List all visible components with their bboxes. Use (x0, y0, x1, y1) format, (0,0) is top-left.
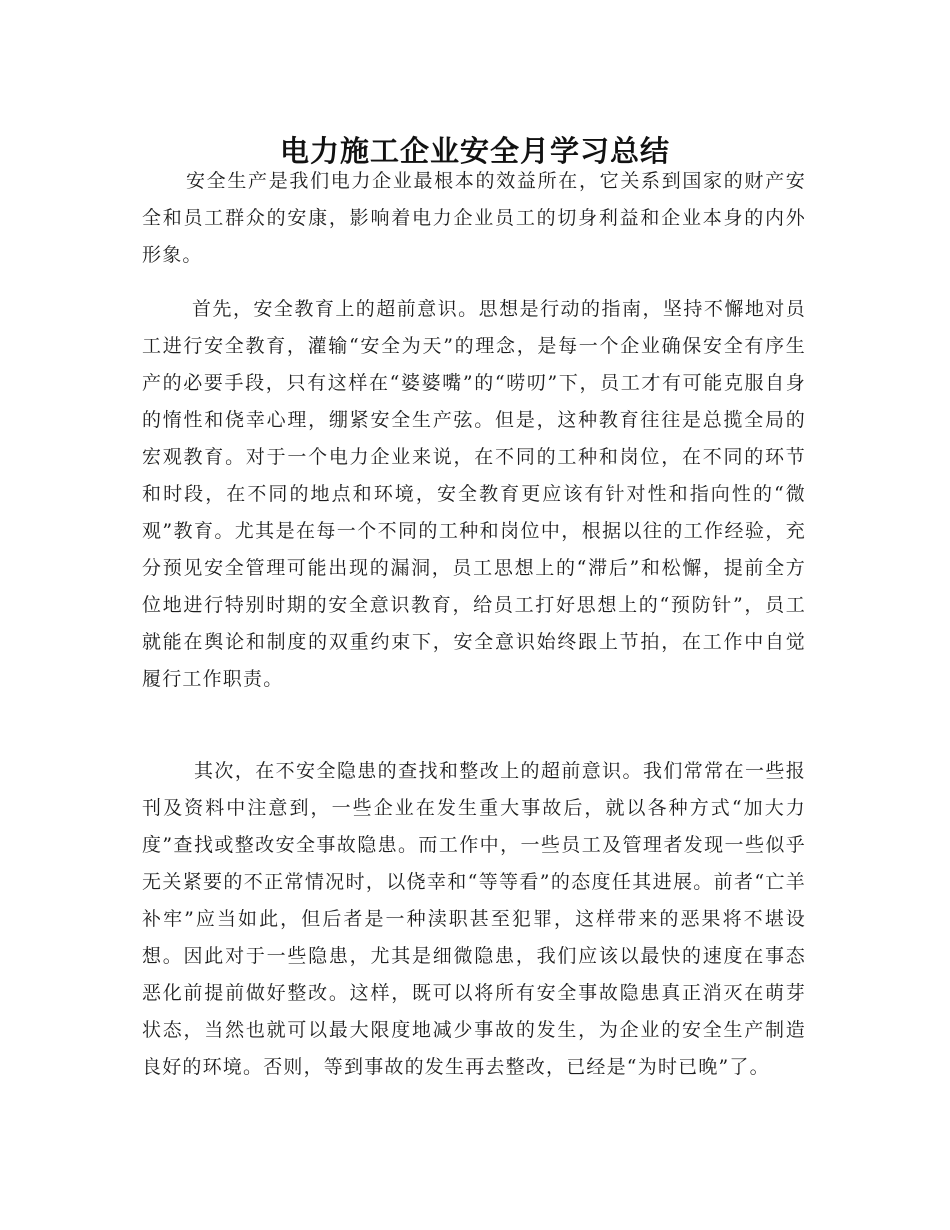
paragraph-safety-education: 首先，安全教育上的超前意识。思想是行动的指南，坚持不懈地对员工进行安全教育，灌输“安全为天”的理念，是每一个企业确保安全有序生产的必要手段，只有这样在“婆婆嘴”的“唠叨”下，员工才有可能克服自身的惰性和侥幸心理，绷紧安全生产弦。但是，这种教育往往是总揽全局的宏观教育。对于一个电力企业来说，在不同的工种和岗位，在不同的环节和时段，在不同的地点和环境，安全教育更应该有针对性和指向性的“微观”教育。尤其是在每一个不同的工种和岗位中，根据以往的工作经验，充分预见安全管理可能出现的漏洞，员工思想上的“滞后”和松懈，提前全方位地进行特别时期的安全意识教育，给员工打好思想上的“预防针”，员工就能在舆论和制度的双重约束下，安全意识始终跟上节拍，在工作中自觉履行工作职责。 (142, 298, 806, 690)
paragraph-intro: 安全生产是我们电力企业最根本的效益所在，它关系到国家的财产安全和员工群众的安康，影响着电力企业员工的切身利益和企业本身的内外形象。 (142, 170, 806, 266)
document-title: 电力施工企业安全月学习总结 (279, 134, 670, 169)
paragraph-hazard-rectification: 其次，在不安全隐患的查找和整改上的超前意识。我们常常在一些报刊及资料中注意到，一些企业在发生重大事故后，就以各种方式“加大力度”查找或整改安全事故隐患。而工作中，一些员工及管理者发现一些似乎无关紧要的不正常情况时，以侥幸和“等等看”的态度任其进展。前者“亡羊补牢”应当如此，但后者是一种渎职甚至犯罪，这样带来的恶果将不堪设想。因此对于一些隐患，尤其是细微隐患，我们应该以最快的速度在事态恶化前提前做好整改。这样，既可以将所有安全事故隐患真正消灭在萌芽状态，当然也就可以最大限度地减少事故的发生，为企业的安全生产制造良好的环境。否则，等到事故的发生再去整改，已经是“为时已晚”了。 (142, 760, 806, 1078)
